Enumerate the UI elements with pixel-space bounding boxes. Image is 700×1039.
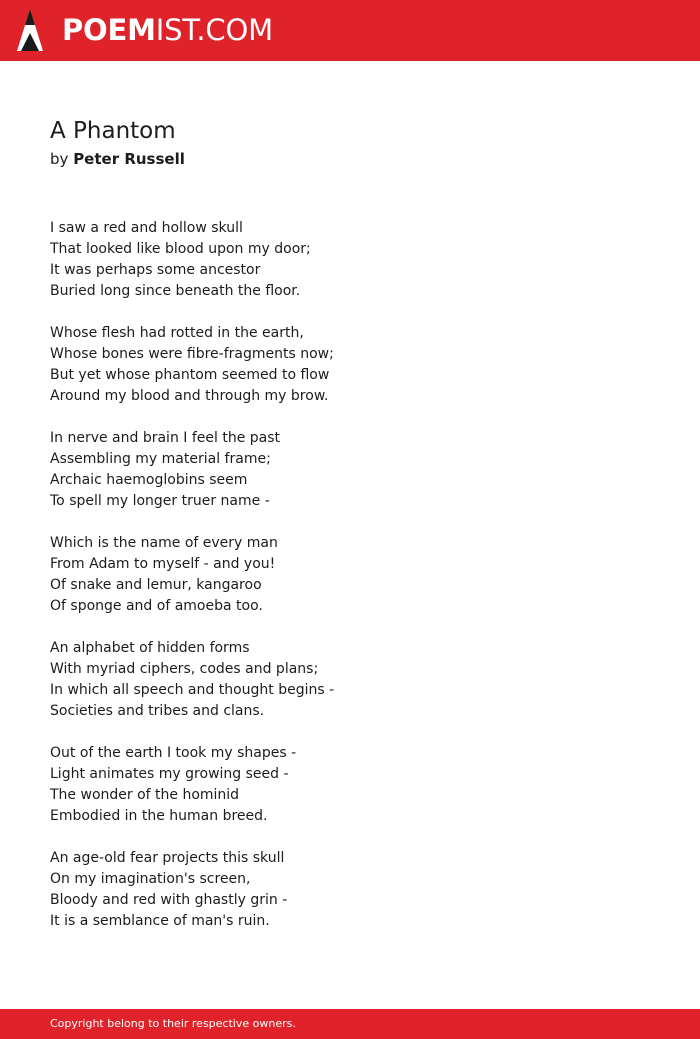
poem-line: The wonder of the hominid xyxy=(50,787,240,803)
stanza xyxy=(50,848,650,932)
poem-line: Assembling my material frame; xyxy=(50,451,271,467)
poem-line: Whose flesh had rotted in the earth, xyxy=(50,325,304,341)
poem-line: Whose bones were fibre-fragments now; xyxy=(50,346,334,362)
poem-line: From Adam to myself - and you! xyxy=(50,556,276,572)
logo-text-light: IST.COM xyxy=(155,13,273,47)
poem-title: A Phantom xyxy=(50,118,176,144)
poem-line: An alphabet of hidden forms xyxy=(50,640,250,656)
poem-line: In which all speech and thought begins - xyxy=(50,682,335,698)
poem-line: But yet whose phantom seemed to flow xyxy=(50,367,330,383)
poem-line: Societies and tribes and clans. xyxy=(50,703,265,719)
poem-line: To spell my longer truer name - xyxy=(50,493,270,509)
poem-line: That looked like blood upon my door; xyxy=(50,241,311,257)
poem-line: It was perhaps some ancestor xyxy=(50,262,261,278)
poem-line: Embodied in the human breed. xyxy=(50,808,268,824)
logo-text-bold: POEM xyxy=(62,13,156,47)
site-footer xyxy=(0,1009,700,1039)
poem-line: An age-old fear projects this skull xyxy=(50,850,285,866)
site-logo[interactable] xyxy=(62,13,273,47)
stanza xyxy=(50,218,650,302)
stanza xyxy=(50,638,650,722)
site-header xyxy=(0,0,700,61)
poem-line: On my imagination's screen, xyxy=(50,871,251,887)
poem-heading xyxy=(50,116,650,171)
poem-line: Out of the earth I took my shapes - xyxy=(50,745,297,761)
poem-body xyxy=(50,218,650,953)
poem-line: Bloody and red with ghastly grin - xyxy=(50,892,288,908)
copyright-notice: Copyright belong to their respective owners. xyxy=(50,1017,296,1030)
poem-line: Archaic haemoglobins seem xyxy=(50,472,248,488)
poem-line: Light animates my growing seed - xyxy=(50,766,289,782)
author-name: Peter Russell xyxy=(73,150,185,168)
stanza xyxy=(50,428,650,512)
pencil-tip-icon xyxy=(17,9,43,51)
stanza xyxy=(50,533,650,617)
by-label: by xyxy=(50,150,69,168)
poem-line: Of sponge and of amoeba too. xyxy=(50,598,263,614)
poem-line: With myriad ciphers, codes and plans; xyxy=(50,661,319,677)
poem-line: I saw a red and hollow skull xyxy=(50,220,243,236)
poem-line: In nerve and brain I feel the past xyxy=(50,430,281,446)
poem-line: It is a semblance of man's ruin. xyxy=(50,913,270,929)
byline xyxy=(50,147,650,171)
stanza xyxy=(50,743,650,827)
poem-line: Around my blood and through my brow. xyxy=(50,388,329,404)
poem-line: Buried long since beneath the floor. xyxy=(50,283,301,299)
stanza xyxy=(50,323,650,407)
poem-line: Which is the name of every man xyxy=(50,535,278,551)
poem-line: Of snake and lemur, kangaroo xyxy=(50,577,262,593)
